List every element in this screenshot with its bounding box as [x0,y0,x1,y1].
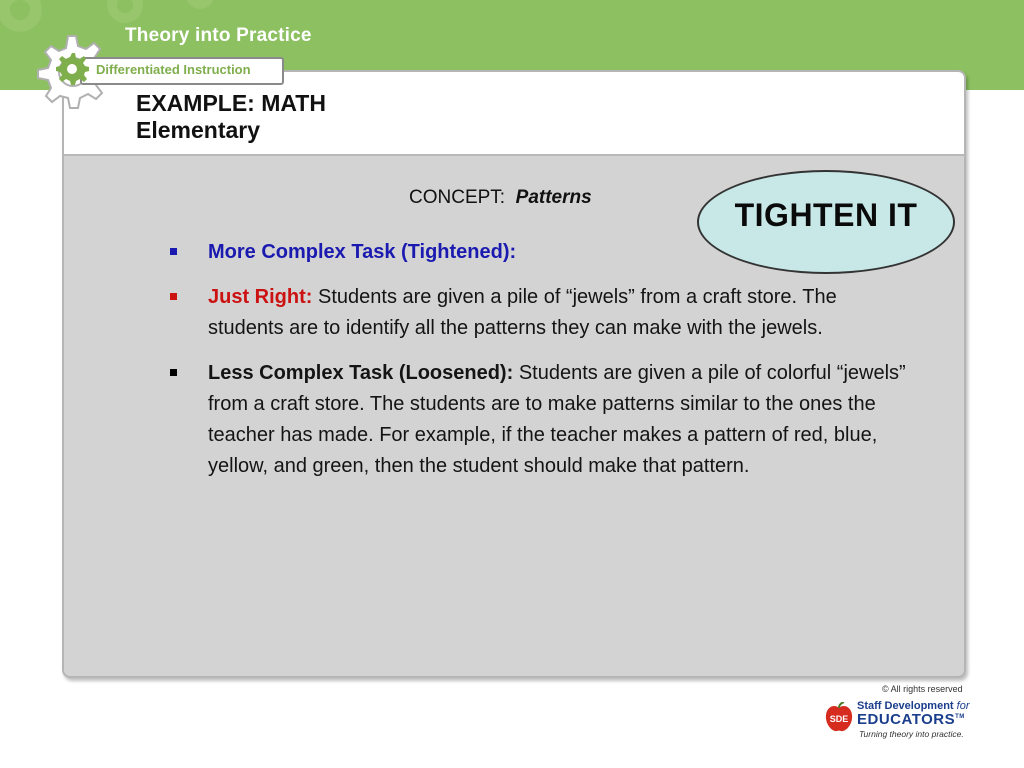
sde-logo [823,697,973,742]
bullet-text: Students are given a pile of “jewels” from a craft store. The students are to identify all the patterns they can make with the jewels. [208,286,837,339]
slide-panel [62,70,966,678]
bullet-text: Students are given a pile of colorful “jewels” from a craft store. The students are to make patterns similar to the ones the teacher has made. For example, if the teacher makes a pattern of red, blue, yellow, and green, then the student should make that pattern. [208,362,906,477]
apple-logo-icon [823,702,855,734]
bullet-icon [170,293,177,300]
list-item [170,358,910,482]
concept-heading [409,187,592,209]
differentiated-instruction-badge [80,57,284,85]
logo-line1: Staff Development for [857,700,970,712]
logo-tagline: Turning theory into practice. [859,729,964,739]
logo-line2: EDUCATORS™ [857,711,965,728]
slide-subtitle: Elementary [136,117,261,143]
task-list [170,237,910,496]
callout-label: TIGHTEN IT [734,196,918,233]
list-item [170,282,910,344]
concept-label: CONCEPT: [409,187,506,208]
concept-value: Patterns [515,187,592,208]
header-title: Theory into Practice [125,25,312,46]
slide-title: EXAMPLE: MATH [136,90,326,116]
bullet-icon [170,369,177,376]
bullet-lead: More Complex Task (Tightened): [208,241,517,263]
logo-apple-text: SDE [829,714,849,724]
list-item [170,237,910,268]
bullet-lead: Just Right: [208,286,313,308]
bullet-lead: Less Complex Task (Loosened): [208,362,514,384]
badge-label: Differentiated Instruction [96,62,251,77]
bullet-icon [170,248,177,255]
copyright-notice: © All rights reserved [882,684,963,694]
small-gear-icon [54,51,90,87]
